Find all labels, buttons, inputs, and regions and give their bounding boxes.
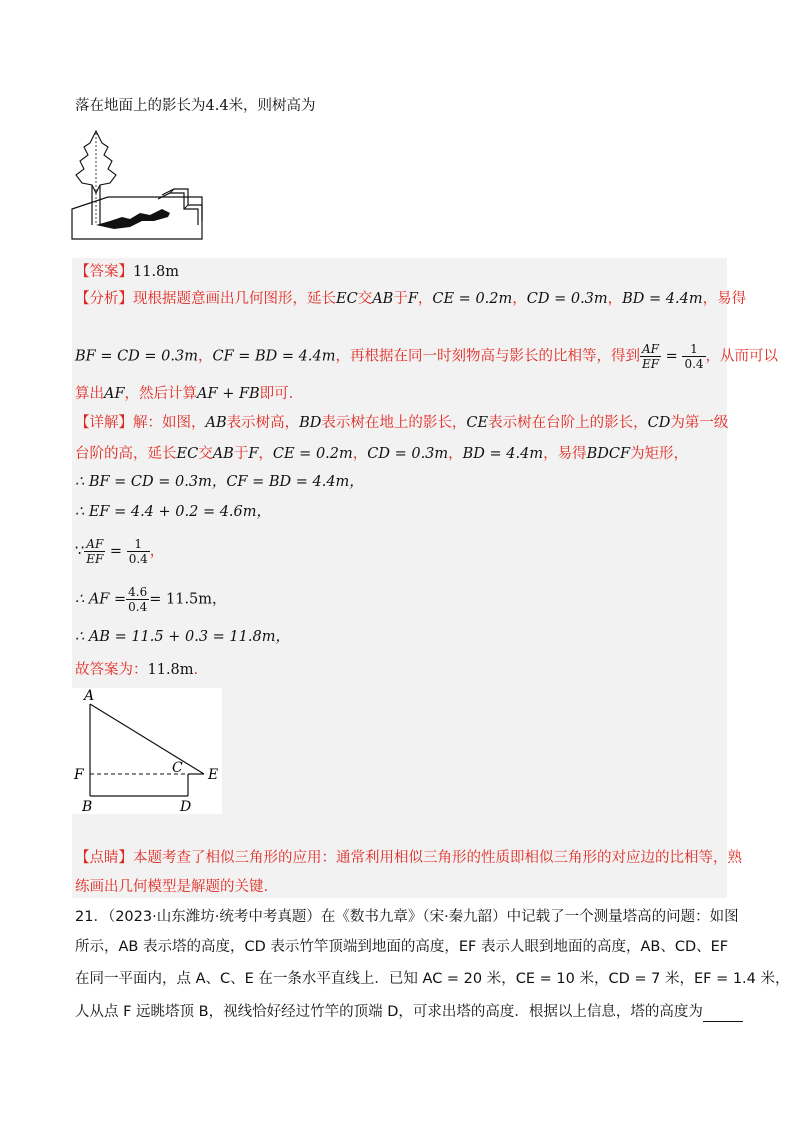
comment-text: 本题考查了相似三角形的应用：通常利用相似三角形的性质即相似三角形的对应边的比相等，熟 [133, 850, 742, 866]
math-bd: BD [299, 415, 322, 431]
q21-text-4: 人从点 F 远眺塔顶 B，视线恰好经过竹竿的顶端 D，可求出塔的高度．根据以上信息，塔的高度为 [75, 1004, 703, 1020]
step-4-post: = 11.5m， [149, 591, 227, 608]
step-edge-2 [184, 205, 188, 209]
answer-blank[interactable] [703, 1005, 743, 1022]
detail-tag: 【详解】 [75, 415, 133, 431]
frac-top: 4.6 [128, 585, 148, 599]
analysis-text-3c: 即可. [259, 386, 294, 402]
frac-bottom: 0.4 [684, 357, 704, 371]
step-4-pre: ∴ AF = [75, 591, 127, 608]
frac-bottom: 0.4 [128, 552, 148, 566]
because-sign: ∵ [75, 543, 85, 560]
detail-text-b: 表示树高， [226, 415, 300, 431]
conclusion-period: . [193, 662, 199, 678]
math-af-fb: AF + FB [197, 386, 260, 402]
intro-line [75, 96, 316, 116]
detail-text: 解：如图， [133, 415, 206, 431]
step-5: ∴ AB = 11.5 + 0.3 = 11.8m， [75, 629, 290, 645]
math-ec: EC [176, 446, 199, 462]
fraction-1-04 [127, 537, 150, 566]
math-cd: CD = 0.3m [526, 291, 608, 307]
math-ab: AB [372, 291, 394, 307]
frac-top: AF [640, 342, 661, 357]
detail-line-1 [75, 413, 728, 433]
frac-top: 1 [127, 537, 150, 552]
intro-value: 4.4 [205, 98, 229, 114]
math-ce: CE = 0.2m [272, 446, 353, 462]
detail-text-c: 表示树在地上的影长， [321, 415, 467, 431]
math-bd: BD = 4.4m [462, 446, 544, 462]
analysis-tag: 【分析】 [75, 291, 133, 307]
detail-text-2c: 于 [233, 446, 249, 462]
fraction-af-ef [640, 342, 661, 371]
q21-line-1: 21．（2023·山东潍坊·统考中考真题）在《数书九章》（宋·秦九韶）中记载了一个测量塔高的问题：如图 [75, 909, 739, 925]
analysis-line-2: BF = CD = 0.3m，CF = BD = 4.4m，再根据在同一时刻物高与影长的比相等，得到 $\frac{AF}{EF}$ = $\frac{1}{0.4}$ ，从而可以 [75, 342, 779, 371]
analysis-text-c: 于 [393, 291, 408, 307]
detail-text-2d: 易得 [557, 446, 587, 462]
comment-tag: 【点睛】 [75, 850, 133, 866]
detail-line-2: 台阶的高，延长EC交AB于F，CE = 0.2m，CD = 0.3m，BD = 4.4m，易得BDCF为矩形， [75, 446, 689, 462]
math-af: AF [104, 386, 125, 402]
math-f: F [407, 291, 418, 307]
frac-top: 1 [682, 342, 705, 357]
step-4 [75, 585, 227, 614]
frac-bottom: EF [86, 552, 104, 566]
label-b: B [82, 799, 93, 814]
math-ab: AB [212, 446, 234, 462]
label-f: F [74, 767, 84, 783]
answer-line [75, 262, 179, 282]
tree-figure [70, 125, 210, 245]
label-e: E [208, 767, 219, 783]
math-cd: CD = 0.3m [367, 446, 449, 462]
detail-text-e: 为第一级 [670, 415, 729, 431]
fraction-af-ef [84, 537, 105, 566]
fraction-1-04 [682, 342, 705, 371]
geometry-figure [72, 688, 222, 814]
conclusion-line [75, 660, 198, 680]
math-ce: CE [466, 415, 489, 431]
step-2: ∴ EF = 4.4 + 0.2 = 4.6m， [75, 504, 272, 520]
step-3: ∵ $\frac{AF}{EF}$ = $\frac{1}{0.4}$ ， [75, 537, 165, 566]
frac-top: AF [84, 537, 105, 552]
analysis-text: 现根据题意画出几何图形，延长 [133, 291, 336, 307]
conclusion-value: 11.8m [147, 662, 194, 678]
analysis-text-2: 再根据在同一时刻物高与影长的比相等，得到 [349, 348, 640, 365]
intro-text-end: 米，则树高为 [228, 98, 316, 114]
tree-shadow [96, 209, 170, 229]
analysis-line-3 [75, 384, 293, 404]
answer-value: 11.8m [133, 264, 180, 280]
detail-text-d: 表示树在台阶上的影长， [488, 415, 648, 431]
detail-text-2: 台阶的高，延长 [75, 446, 177, 462]
math-ab: AB [205, 415, 227, 431]
detail-text-2e: 为矩形， [630, 446, 689, 462]
fraction-46-04 [126, 585, 149, 614]
analysis-text-b: 交 [357, 291, 373, 307]
frac-bottom: 0.4 [128, 600, 148, 614]
math-bd: BD = 4.4m [622, 291, 703, 307]
intro-text: 落在地面上的影长为 [75, 98, 206, 114]
answer-tag: 【答案】 [75, 264, 133, 280]
conclusion-text: 故答案为： [75, 662, 148, 678]
detail-text-2b: 交 [198, 446, 213, 462]
analysis-line-1: 【分析】现根据题意画出几何图形，延长EC交AB于F，CE = 0.2m，CD = 0.3m，BD = 4.4m，易得 [75, 291, 747, 307]
math-bf: BF = CD = 0.3m [75, 348, 198, 365]
steps-front [158, 193, 198, 225]
frac-bottom: EF [641, 357, 660, 371]
math-ce: CE = 0.2m [432, 291, 513, 307]
math-f: F [248, 446, 259, 462]
comment-line-1 [75, 848, 742, 868]
label-a: A [84, 688, 95, 704]
math-cf: CF = BD = 4.4m [212, 348, 336, 365]
math-cd: CD [647, 415, 671, 431]
analysis-text-3: 算出 [75, 386, 104, 402]
analysis-text-3b: ，然后计算 [124, 386, 198, 402]
analysis-text-d: 易得 [717, 291, 747, 307]
q21-line-3: 在同一平面内，点 A、C、E 在一条水平直线上．已知 AC = 20 米，CE = 10 米，CD = 7 米，EF = 1.4 米， [75, 971, 790, 987]
q21-line-4 [75, 1002, 743, 1022]
analysis-text-2d: ，从而可以 [705, 348, 779, 365]
q21-line-2: 所示，AB 表示塔的高度，CD 表示竹竿顶端到地面的高度，EF 表示人眼到地面的高度，AB、CD、EF [75, 939, 729, 955]
label-c: C [172, 760, 183, 776]
step-1: ∴ BF = CD = 0.3m，CF = BD = 4.4m， [75, 474, 364, 490]
math-ec: EC [336, 291, 358, 307]
math-bdcf: BDCF [586, 446, 631, 462]
comment-line-2: 练画出几何模型是解题的关键. [75, 879, 269, 895]
label-d: D [180, 799, 192, 814]
